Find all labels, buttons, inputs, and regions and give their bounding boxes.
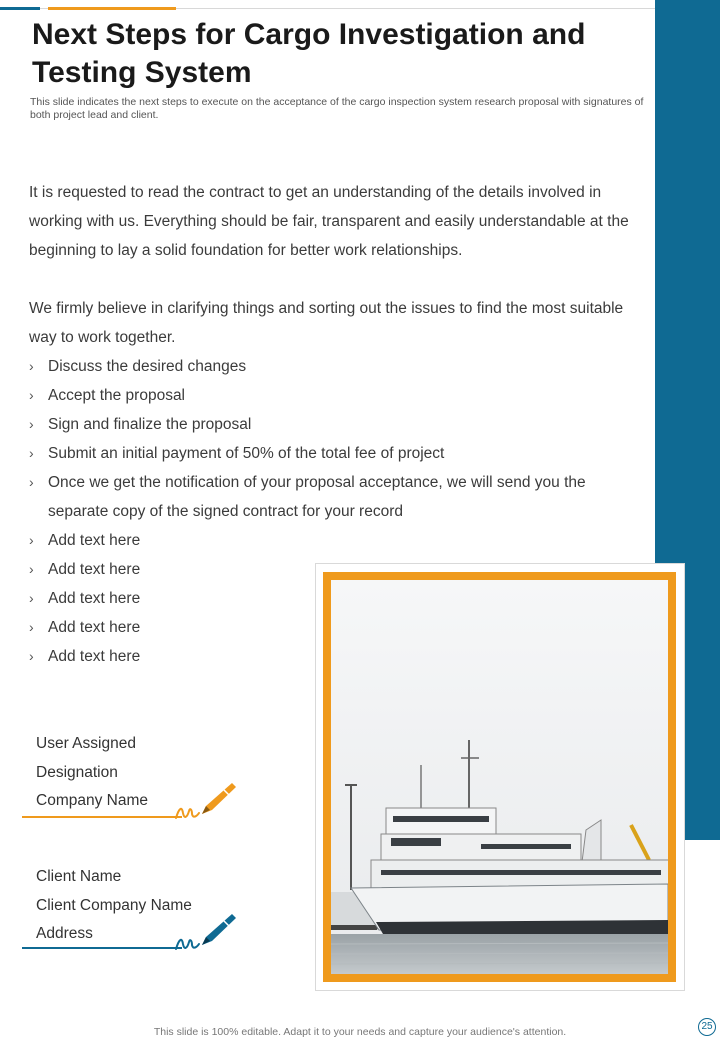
footer-note: This slide is 100% editable. Adapt it to your needs and capture your audience's attention. bbox=[153, 1026, 567, 1038]
signature-block-user bbox=[22, 730, 237, 816]
signature-user-line-1: User Assigned bbox=[36, 735, 136, 752]
chevron-right-icon: › bbox=[29, 387, 34, 403]
signature-client-line-3: Address bbox=[36, 925, 93, 942]
top-accent-orange bbox=[48, 7, 176, 10]
chevron-right-icon: › bbox=[29, 561, 34, 577]
signature-user-line-3: Company Name bbox=[36, 792, 148, 809]
page-title: Next Steps for Cargo Investigation and Testing System bbox=[32, 18, 586, 89]
chevron-right-icon: › bbox=[29, 416, 34, 432]
list-item: › Add text here bbox=[29, 584, 629, 613]
ship-photo bbox=[331, 580, 668, 974]
signature-line bbox=[22, 816, 182, 818]
page-number-badge: 25 bbox=[698, 1018, 716, 1036]
list-item: › Add text here bbox=[29, 555, 629, 584]
list-item: › Add text here bbox=[29, 526, 629, 555]
chevron-right-icon: › bbox=[29, 619, 34, 635]
page-subtitle: This slide indicates the next steps to execute on the acceptance of the cargo inspection system research proposal with signatures of both project lead and client. bbox=[30, 96, 644, 121]
list-item: › Sign and finalize the proposal bbox=[29, 410, 629, 439]
signature-user-line-2: Designation bbox=[36, 763, 118, 781]
signature-client-line-2: Client Company Name bbox=[36, 896, 192, 914]
list-item: › Add text here bbox=[29, 642, 629, 671]
chevron-right-icon: › bbox=[29, 474, 34, 490]
signature-block-client bbox=[22, 863, 237, 949]
signature-line bbox=[22, 947, 182, 949]
pen-signature-icon bbox=[172, 780, 238, 824]
list-item: › Add text here bbox=[29, 613, 629, 642]
paragraph-belief: We firmly believe in clarifying things and sorting out the issues to find the most suitable way to work together. bbox=[29, 300, 624, 346]
ship-photo-frame bbox=[323, 572, 676, 982]
chevron-right-icon: › bbox=[29, 445, 34, 461]
list-item: › Once we get the notification of your proposal acceptance, we will send you the separate copy of the signed contract for your record bbox=[29, 468, 629, 526]
signature-client-line-1: Client Name bbox=[36, 868, 122, 885]
pen-signature-icon bbox=[172, 911, 238, 955]
chevron-right-icon: › bbox=[29, 532, 34, 548]
chevron-right-icon: › bbox=[29, 648, 34, 664]
ship-photo-card bbox=[315, 563, 685, 991]
paragraph-intro: It is requested to read the contract to get an understanding of the details involved in working with us. Everything should be fair, transparent and easily understandable at the beginning to lay a solid foundation for better work relationships. bbox=[29, 184, 629, 259]
chevron-right-icon: › bbox=[29, 590, 34, 606]
list-item: › Discuss the desired changes bbox=[29, 352, 629, 381]
list-item: › Submit an initial payment of 50% of the total fee of project bbox=[29, 439, 629, 468]
list-item: › Accept the proposal bbox=[29, 381, 629, 410]
chevron-right-icon: › bbox=[29, 358, 34, 374]
top-accent-blue bbox=[0, 7, 40, 10]
